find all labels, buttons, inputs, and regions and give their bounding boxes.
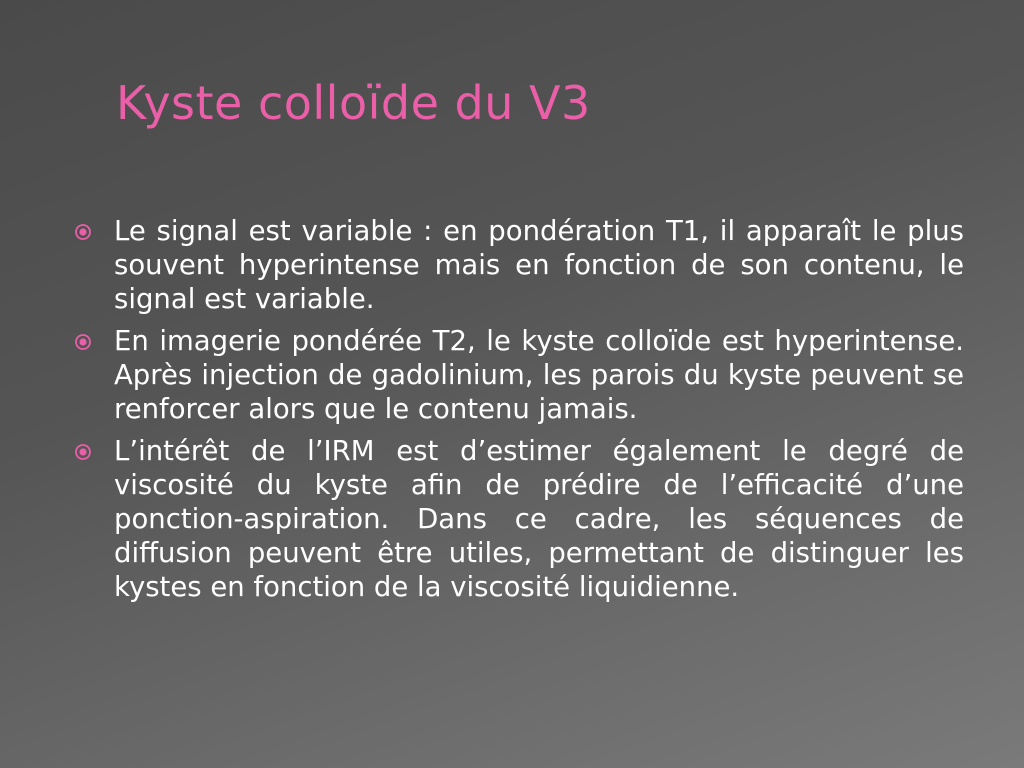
list-item (74, 214, 964, 316)
circled-dot-bullet-icon (74, 324, 114, 360)
list-item (74, 434, 964, 604)
bullet-text: En imagerie pondérée T2, le kyste colloïde est hyperintense. Après injection de gadolinium, les parois du kyste peuvent se renforcer alors que le contenu jamais. (114, 325, 964, 425)
circled-dot-bullet-icon (74, 434, 114, 470)
bullet-text: Le signal est variable : en pondération T1, il apparaît le plus souvent hyperintense mais en fonction de son contenu, le signal est variable. (114, 215, 964, 315)
bullet-list (74, 214, 964, 612)
bullet-text: L’intérêt de l’IRM est d’estimer également le degré de viscosité du kyste afin de prédire de l’efficacité d’une ponction-aspiration. Dans ce cadre, les séquences de diffusion peuvent être utiles, permettant de distinguer les kystes en fonction de la viscosité liquidienne. (114, 435, 964, 603)
circled-dot-bullet-icon (74, 214, 114, 250)
slide-title: Kyste colloïde du V3 (116, 76, 591, 130)
list-item (74, 324, 964, 426)
